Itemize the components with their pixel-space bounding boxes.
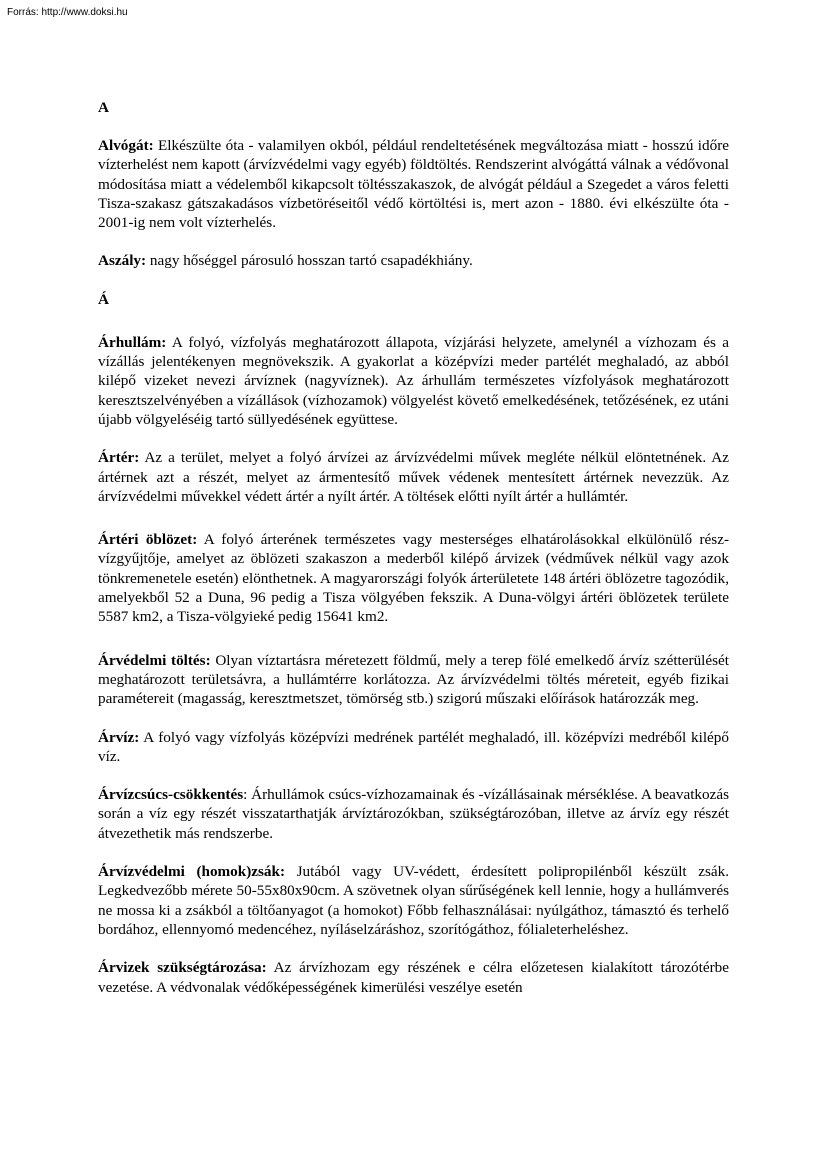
entry-term: Alvógát: <box>98 137 154 154</box>
entry-arvizvedelmi-homokzsak <box>98 862 729 939</box>
entry-term: Ártér: <box>98 449 140 467</box>
entry-arvizcsucs-csokkentes <box>98 785 729 843</box>
entry-term: Árvízcsúcs-csökkentés <box>98 786 244 804</box>
section-letter-a-acute: Á <box>98 290 109 308</box>
entry-term: Árvizek szükségtározása: <box>98 959 267 977</box>
entry-definition: Olyan víztartásra méretezett földmű, mely a terep fölé emelkedő árvíz szétterülését meghatározott területsávra, a hullámtérre korlátozza. Az árvízvédelmi töltés méreteit, egyéb fizikai paramétereit (magasság, keresztmetszet, tömörség stb.) szigorú műszaki előírások határozzák meg. <box>98 651 729 708</box>
entry-definition: Elkészülte óta - valamilyen okból, például rendeltetésének megváltozása miatt - hosszú időre vízterhelést nem kapott (árvízvédelmi vagy egyéb) földtöltés. Rendszerint alvógáttá válnak a védővonal módosítása miatt a védelemből kikapcsolt töltésszakaszok, de alvógát például a Szegedet a város feletti Tisza-szakasz gátszakadásos vízbetöréseitől védő körtöltési is, mert azon - 1880. évi elkészülte óta - 2001-ig nem volt vízterhelés. <box>98 137 729 232</box>
entry-arvizek-szuksegtarozasa <box>98 958 729 997</box>
entry-definition: : Árhullámok csúcs-vízhozamainak és -vízállásainak mérséklése. A beavatkozás során a víz egy részét visszatarthatják árvíztározókban, szükségtározóban, illetve az árvíz egy részét átvezethetik más rendszerbe. <box>98 786 729 842</box>
entry-term: Árvédelmi töltés: <box>98 651 211 669</box>
source-caption: Forrás: http://www.doksi.hu <box>7 7 128 18</box>
entry-alvogat <box>98 136 729 232</box>
entry-term: Aszály: <box>98 252 147 270</box>
entry-definition: Az a terület, melyet a folyó árvízei az árvízvédelmi művek megléte nélkül elöntetnének. Az ártérnek azt a részét, melyet az ármentesítő művek védenek mentesített ártérnek nevezzük. Az árvízvédelmi művekkel védett ártér a nyílt ártér. A töltések előtti nyílt ártér a hullámtér. <box>98 449 729 505</box>
section-letter-a: A <box>98 99 109 116</box>
entry-term: Árvízvédelmi (homok)zsák: <box>98 863 286 881</box>
entry-term: Ártéri öblözet: <box>98 531 198 549</box>
entry-aszaly <box>98 251 729 270</box>
glossary-page <box>98 98 729 997</box>
entry-definition: A folyó árterének természetes vagy mesterséges elhatárolásokkal elkülönülő rész-vízgyűjtője, amelyet az öblözeti szakaszon a mederből kilépő árvizek (védművek nélkül vagy azok tönkremenetele esetén) elönthetnek. A magyarországi folyók árterületete 148 ártéri öblözetre tagozódik, amelyekből 52 a Duna, 96 pedig a Tisza völgyében fekszik. A Duna-völgyi ártéri öblözetek területe 5587 km2, a Tisza-völgyieké pedig 15641 km2. <box>98 531 730 626</box>
entry-definition: Jutából vagy UV-védett, érdesített polipropilénből készült zsák. Legkedvezőbb mérete 50-55x80x90cm. A szövetnek olyan sűrűségének kell lennie, hogy a hullámverés ne mossa ki a zsákból a töltőanyagot (a homokot) Főbb felhasználásai: nyúlgáthoz, támasztó és terhelő bordához, ellennyomó medencéhez, nyíláselzáráshoz, szorítógáthoz, fólialeterheléshez. <box>98 863 729 938</box>
entry-definition: nagy hőséggel párosuló hosszan tartó csapadékhiány. <box>146 252 473 270</box>
entry-arviz <box>98 728 729 767</box>
entry-arvedelmi-toltes <box>98 651 729 709</box>
entry-arhullam <box>98 333 729 429</box>
entry-definition: A folyó, vízfolyás meghatározott állapota, vízjárási helyzete, amelynél a vízhozam és a vízállás jelentékenyen megnövekszik. A gyakorlat a középvízi meder partélét meghaladó, az abból kilépő vizeket nevezi árvíznek (nagyvíznek). Az árhullám természetes vízfolyások meghatározott keresztszelvényében a vízállások (vízhozamok) völgyelést követő emelkedésének, tetőzésének, ez utáni újabb völgyeléséig tartó süllyedésének együttese. <box>98 333 729 428</box>
entry-term: Árvíz: <box>98 728 140 746</box>
entry-arter <box>98 448 729 506</box>
entry-definition: A folyó vagy vízfolyás középvízi medrének partélét meghaladó, ill. középvízi medréből kilépő víz. <box>98 728 729 765</box>
entry-term: Árhullám: <box>98 333 167 351</box>
entry-definition: Az árvízhozam egy részének e célra előzetesen kialakított tározótérbe vezetése. A védvonalak védőképességének kimerülési veszélye esetén <box>98 959 729 996</box>
entry-arteri-oblozet <box>98 530 729 626</box>
